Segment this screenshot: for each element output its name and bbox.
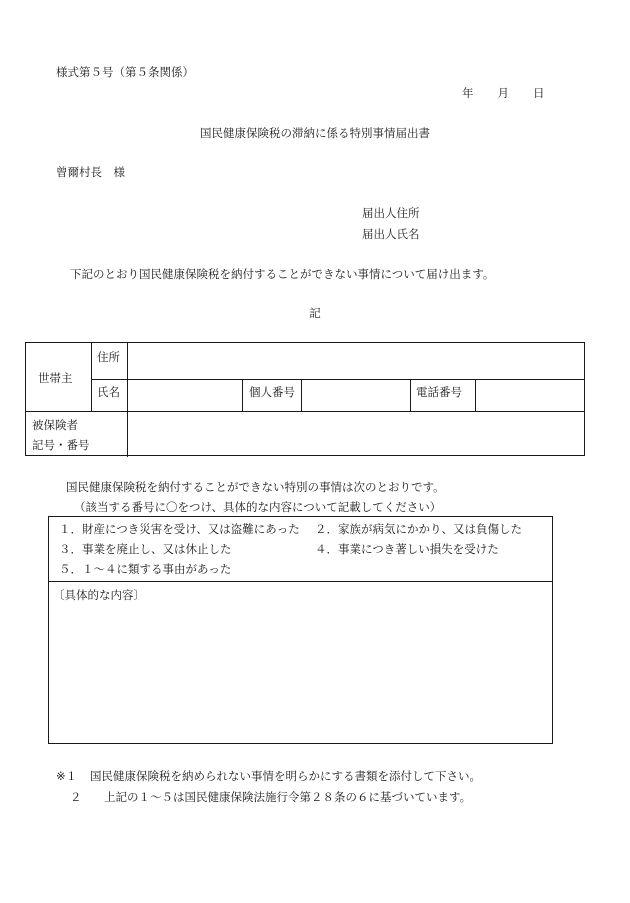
note-text: 上記の１～５は国民健康保険法施行令第２８条の６に基づいています。 bbox=[104, 790, 472, 804]
note-item bbox=[56, 768, 481, 784]
household-head-label: 世帯主 bbox=[38, 371, 73, 385]
household-table bbox=[25, 342, 585, 456]
reason-item: ３．事業を廃止し、又は休止した bbox=[59, 542, 232, 556]
reasons-box bbox=[48, 516, 553, 744]
address-label: 住所 bbox=[97, 350, 120, 364]
table-rule bbox=[127, 343, 128, 457]
table-rule bbox=[26, 411, 584, 412]
table-rule bbox=[475, 379, 476, 411]
applicant-address-label: 届出人住所 bbox=[362, 206, 420, 220]
reason-instruction: （該当する番号に〇をつけ、具体的な内容について記載してください） bbox=[74, 500, 442, 514]
table-rule bbox=[242, 379, 243, 411]
reason-item: １．財産につき災害を受け、又は盗難にあった bbox=[59, 522, 300, 536]
reason-item: ４．事業につき著しい損失を受けた bbox=[315, 542, 499, 556]
reason-item: ２．家族が病気にかかり、又は負傷した bbox=[315, 522, 522, 536]
note-text: 国民健康保険税を納められない事情を明らかにする書類を添付して下さい。 bbox=[90, 769, 481, 783]
phone-number-label: 電話番号 bbox=[416, 385, 462, 399]
reason-item: ５．１～４に類する事由があった bbox=[59, 562, 232, 576]
personal-number-label: 個人番号 bbox=[249, 385, 295, 399]
form-number: 様式第５号（第５条関係） bbox=[56, 65, 194, 79]
date-month-label: 月 bbox=[497, 86, 509, 100]
insured-label: 被保険者 bbox=[32, 418, 78, 432]
table-rule bbox=[410, 379, 411, 411]
date-day-label: 日 bbox=[533, 86, 545, 100]
reasons-divider bbox=[49, 581, 552, 582]
note-item bbox=[70, 789, 471, 805]
intro-statement: 下記のとおり国民健康保険税を納付することができない事情について届け出ます。 bbox=[70, 267, 495, 281]
ki-heading: 記 bbox=[309, 306, 321, 320]
reason-intro: 国民健康保険税を納付することができない特別の事情は次のとおりです。 bbox=[66, 480, 445, 494]
date-year-label: 年 bbox=[462, 86, 474, 100]
table-rule bbox=[91, 379, 584, 380]
table-rule bbox=[301, 379, 302, 411]
note-mark: ※１ bbox=[56, 769, 78, 783]
date-line bbox=[462, 85, 545, 101]
name-label: 氏名 bbox=[97, 385, 120, 399]
table-rule bbox=[91, 343, 92, 411]
note-mark: ２ bbox=[70, 790, 82, 804]
details-label: 〔具体的な内容〕 bbox=[53, 588, 145, 602]
document-title: 国民健康保険税の滞納に係る特別事情届出書 bbox=[200, 126, 430, 140]
insured-number-label: 記号・番号 bbox=[32, 438, 90, 452]
applicant-name-label: 届出人氏名 bbox=[362, 227, 420, 241]
addressee: 曾爾村長 様 bbox=[56, 165, 125, 179]
